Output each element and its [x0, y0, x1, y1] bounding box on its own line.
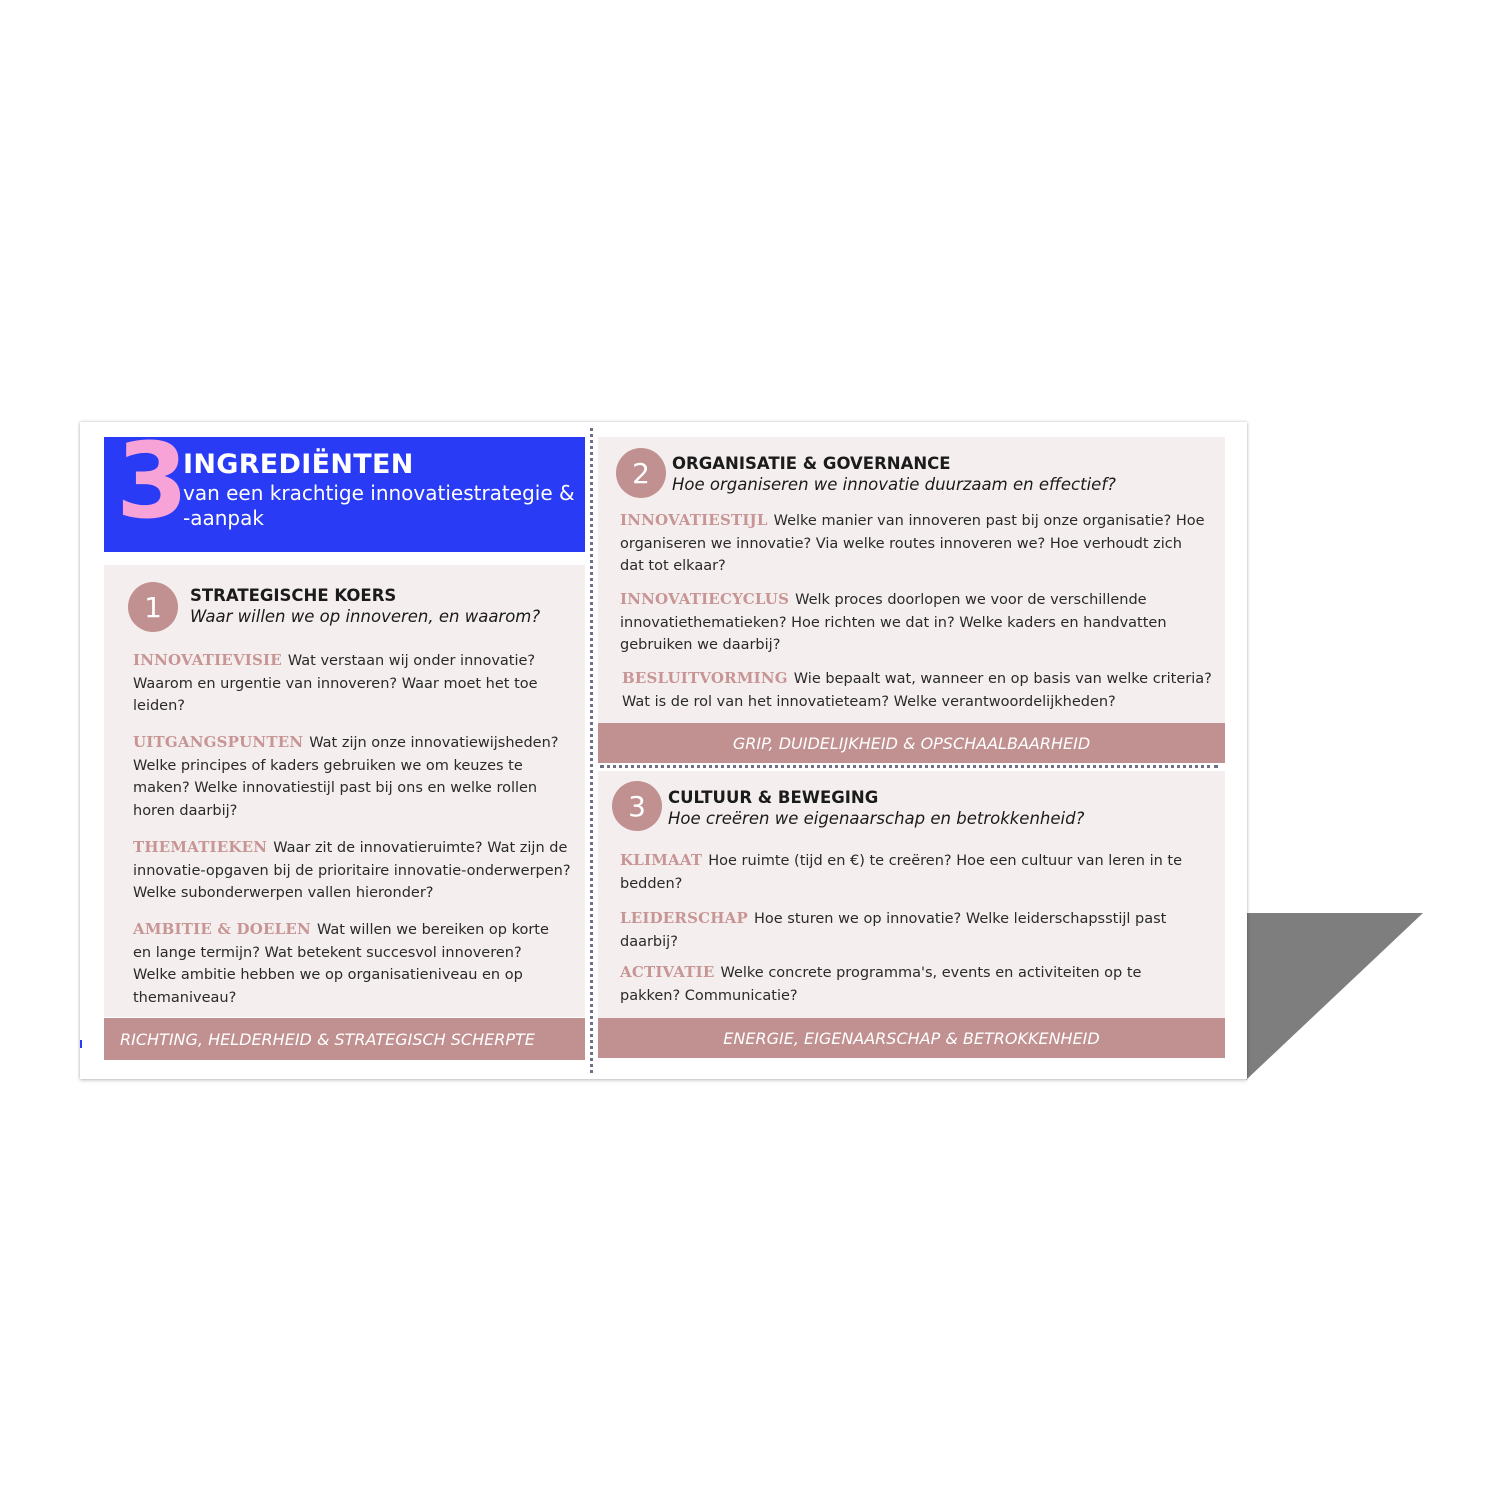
section-subtitle: Waar willen we op innoveren, en waarom? — [190, 607, 541, 626]
list-item — [622, 667, 1212, 713]
section-strategische-koers — [104, 565, 585, 1017]
item-text: Wat verstaan wij onder innovatie? Waarom en urgentie van innoveren? Waar moet het toe leiden? — [133, 653, 538, 714]
item-keyword: THEMATIEKEN — [133, 838, 268, 856]
list-item — [133, 649, 553, 718]
section-title: CULTUUR & BEWEGING — [668, 788, 879, 807]
section-number-badge: 3 — [612, 781, 662, 831]
section-number-badge: 2 — [616, 448, 666, 498]
item-text: Welke concrete programma's, events en activiteiten op te pakken? Communicatie? — [620, 965, 1142, 1004]
item-text: Hoe sturen we op innovatie? Welke leiderschapsstijl past daarbij? — [620, 911, 1167, 950]
section-cultuur-beweging — [598, 771, 1225, 1018]
item-keyword: INNOVATIESTIJL — [620, 511, 768, 529]
item-text: Hoe ruimte (tijd en €) te creëren? Hoe een cultuur van leren in te bedden? — [620, 853, 1182, 892]
item-text: Waar zit de innovatieruimte? Wat zijn de innovatie-opgaven bij de prioritaire innovatie-onderwerpen? Welke subonderwerpen vallen hieronder? — [133, 840, 571, 901]
section-subtitle: Hoe creëren we eigenaarschap en betrokkenheid? — [668, 809, 1085, 828]
list-item — [620, 588, 1200, 657]
vertical-dotted-divider — [590, 428, 593, 1073]
item-keyword: LEIDERSCHAP — [620, 909, 748, 927]
item-text: Wat willen we bereiken op korte en lange termijn? Wat betekent succesvol innoveren? Welke ambitie hebben we op organisatieniveau en op themaniveau? — [133, 922, 549, 1006]
horizontal-dotted-divider — [600, 765, 1218, 768]
item-keyword: BESLUITVORMING — [622, 669, 788, 687]
section-title: ORGANISATIE & GOVERNANCE — [672, 454, 951, 473]
item-keyword: ACTIVATIE — [620, 963, 715, 981]
edge-mark — [80, 1040, 82, 1048]
infographic-card — [80, 422, 1247, 1079]
list-item — [620, 509, 1210, 578]
banner-subtitle: van een krachtige innovatiestrategie & -aanpak — [183, 481, 575, 530]
list-item — [133, 836, 573, 905]
section-title: STRATEGISCHE KOERS — [190, 586, 397, 605]
list-item — [620, 849, 1210, 895]
list-item — [133, 731, 573, 822]
section-number-badge: 1 — [128, 582, 178, 632]
item-text: Welke manier van innoveren past bij onze organisatie? Hoe organiseren we innovatie? Via welke routes innoveren we? Hoe verhoudt zich dat tot elkaar? — [620, 513, 1205, 574]
list-item — [620, 907, 1200, 953]
item-text: Wie bepaalt wat, wanneer en op basis van welke criteria? Wat is de rol van het innovatieteam? Welke verantwoordelijkheden? — [622, 671, 1212, 710]
section-footer-band: GRIP, DUIDELIJKHEID & OPSCHAALBAARHEID — [598, 723, 1225, 763]
section-organisatie-governance — [598, 437, 1225, 723]
section-footer-band: ENERGIE, EIGENAARSCHAP & BETROKKENHEID — [598, 1018, 1225, 1058]
title-banner — [104, 420, 585, 552]
section-subtitle: Hoe organiseren we innovatie duurzaam en effectief? — [672, 475, 1116, 494]
section-footer-band: RICHTING, HELDERHEID & STRATEGISCH SCHERPTE — [104, 1018, 585, 1060]
list-item — [620, 961, 1180, 1007]
item-keyword: INNOVATIEVISIE — [133, 651, 282, 669]
item-text: Wat zijn onze innovatiewijsheden? Welke principes of kaders gebruiken we om keuzes te maken? Welke innovatiestijl past bij ons en welke rollen horen daarbij? — [133, 735, 559, 819]
item-text: Welk proces doorlopen we voor de verschillende innovatiethematieken? Hoe richten we dat in? Welke kaders en handvatten gebruiken we daarbij? — [620, 592, 1167, 653]
item-keyword: UITGANGSPUNTEN — [133, 733, 304, 751]
big-number: 3 — [116, 420, 189, 542]
banner-title: INGREDIËNTEN — [183, 449, 414, 480]
list-item — [133, 918, 563, 1009]
item-keyword: INNOVATIECYCLUS — [620, 590, 790, 608]
item-keyword: AMBITIE & DOELEN — [133, 920, 311, 938]
item-keyword: KLIMAAT — [620, 851, 703, 869]
